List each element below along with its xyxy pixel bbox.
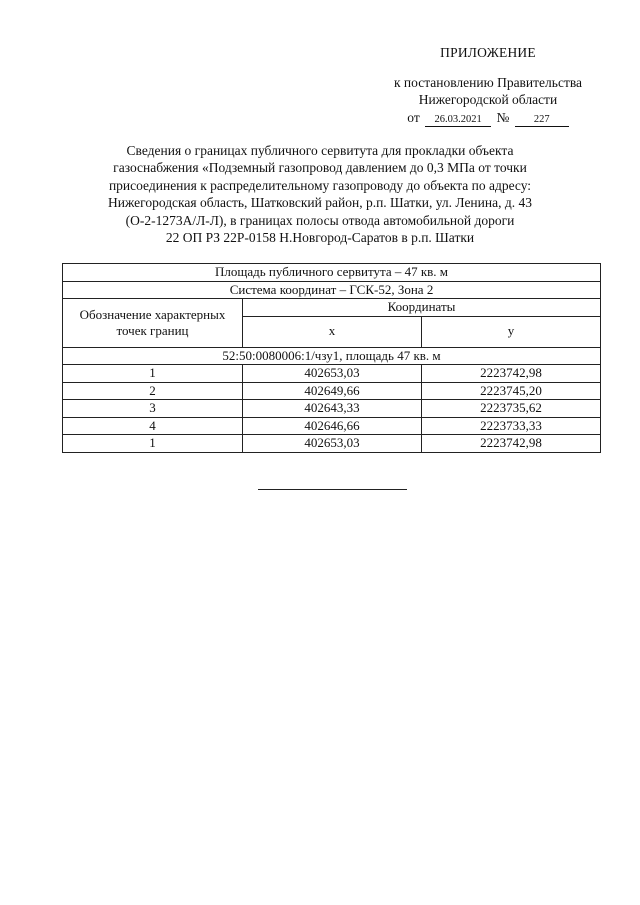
point-cell: 3: [63, 400, 243, 418]
closing-rule: [258, 489, 407, 490]
header-row: [63, 299, 601, 317]
date-field: 26.03.2021: [425, 114, 491, 127]
table-row: [63, 365, 601, 383]
heading-line: газоснабжения «Подземный газопровод давлением до 0,3 МПа от точки: [113, 160, 527, 176]
coordinate-system-cell: Система координат – ГСК-52, Зона 2: [63, 281, 601, 299]
y-cell: 2223742,98: [422, 365, 601, 383]
number-sign: №: [496, 109, 510, 125]
x-cell: 402646,66: [243, 417, 422, 435]
heading-line: Нижегородская область, Шатковский район, р.п. Шатки, ул. Ленина, д. 43: [108, 195, 532, 211]
annex-line-region: Нижегородской области: [418, 92, 558, 107]
points-column-header: Обозначение характерных точек границ: [63, 299, 243, 348]
parcel-row: [63, 347, 601, 365]
x-cell: 402653,03: [243, 435, 422, 453]
point-cell: 1: [63, 365, 243, 383]
number-field: 227: [515, 114, 569, 127]
date-prefix: от: [407, 109, 420, 125]
annex-title: ПРИЛОЖЕНИЕ: [440, 45, 536, 60]
coordinates-table: [62, 263, 601, 453]
point-cell: 2: [63, 382, 243, 400]
y-cell: 2223742,98: [422, 435, 601, 453]
heading-line: 22 ОП РЗ 22Р-0158 Н.Новгород-Саратов в р.п. Шатки: [165, 230, 475, 246]
annex-date-line: [360, 109, 616, 127]
point-cell: 4: [63, 417, 243, 435]
x-cell: 402653,03: [243, 365, 422, 383]
y-cell: 2223745,20: [422, 382, 601, 400]
document-heading: [60, 142, 580, 246]
x-cell: 402643,33: [243, 400, 422, 418]
table-row: [63, 400, 601, 418]
y-cell: 2223733,33: [422, 417, 601, 435]
table-row: [63, 435, 601, 453]
system-row: [63, 281, 601, 299]
area-cell: Площадь публичного сервитута – 47 кв. м: [63, 264, 601, 282]
table-row: [63, 382, 601, 400]
y-cell: 2223735,62: [422, 400, 601, 418]
x-cell: 402649,66: [243, 382, 422, 400]
coordinates-header: Координаты: [243, 299, 601, 317]
heading-line: Сведения о границах публичного сервитута для прокладки объекта: [126, 143, 514, 158]
annex-block: [360, 44, 616, 127]
point-cell: 1: [63, 435, 243, 453]
parcel-cell: 52:50:0080006:1/чзу1, площадь 47 кв. м: [63, 347, 601, 365]
y-column-header: y: [422, 316, 601, 347]
heading-line: (О-2-1273А/Л-Л), в границах полосы отвода автомобильной дороги: [125, 212, 515, 228]
table-row: [63, 417, 601, 435]
annex-line-resolution: к постановлению Правительства: [393, 74, 583, 90]
heading-line: присоединения к распределительному газопроводу до объекта по адресу:: [108, 177, 532, 193]
area-row: [63, 264, 601, 282]
x-column-header: x: [243, 316, 422, 347]
